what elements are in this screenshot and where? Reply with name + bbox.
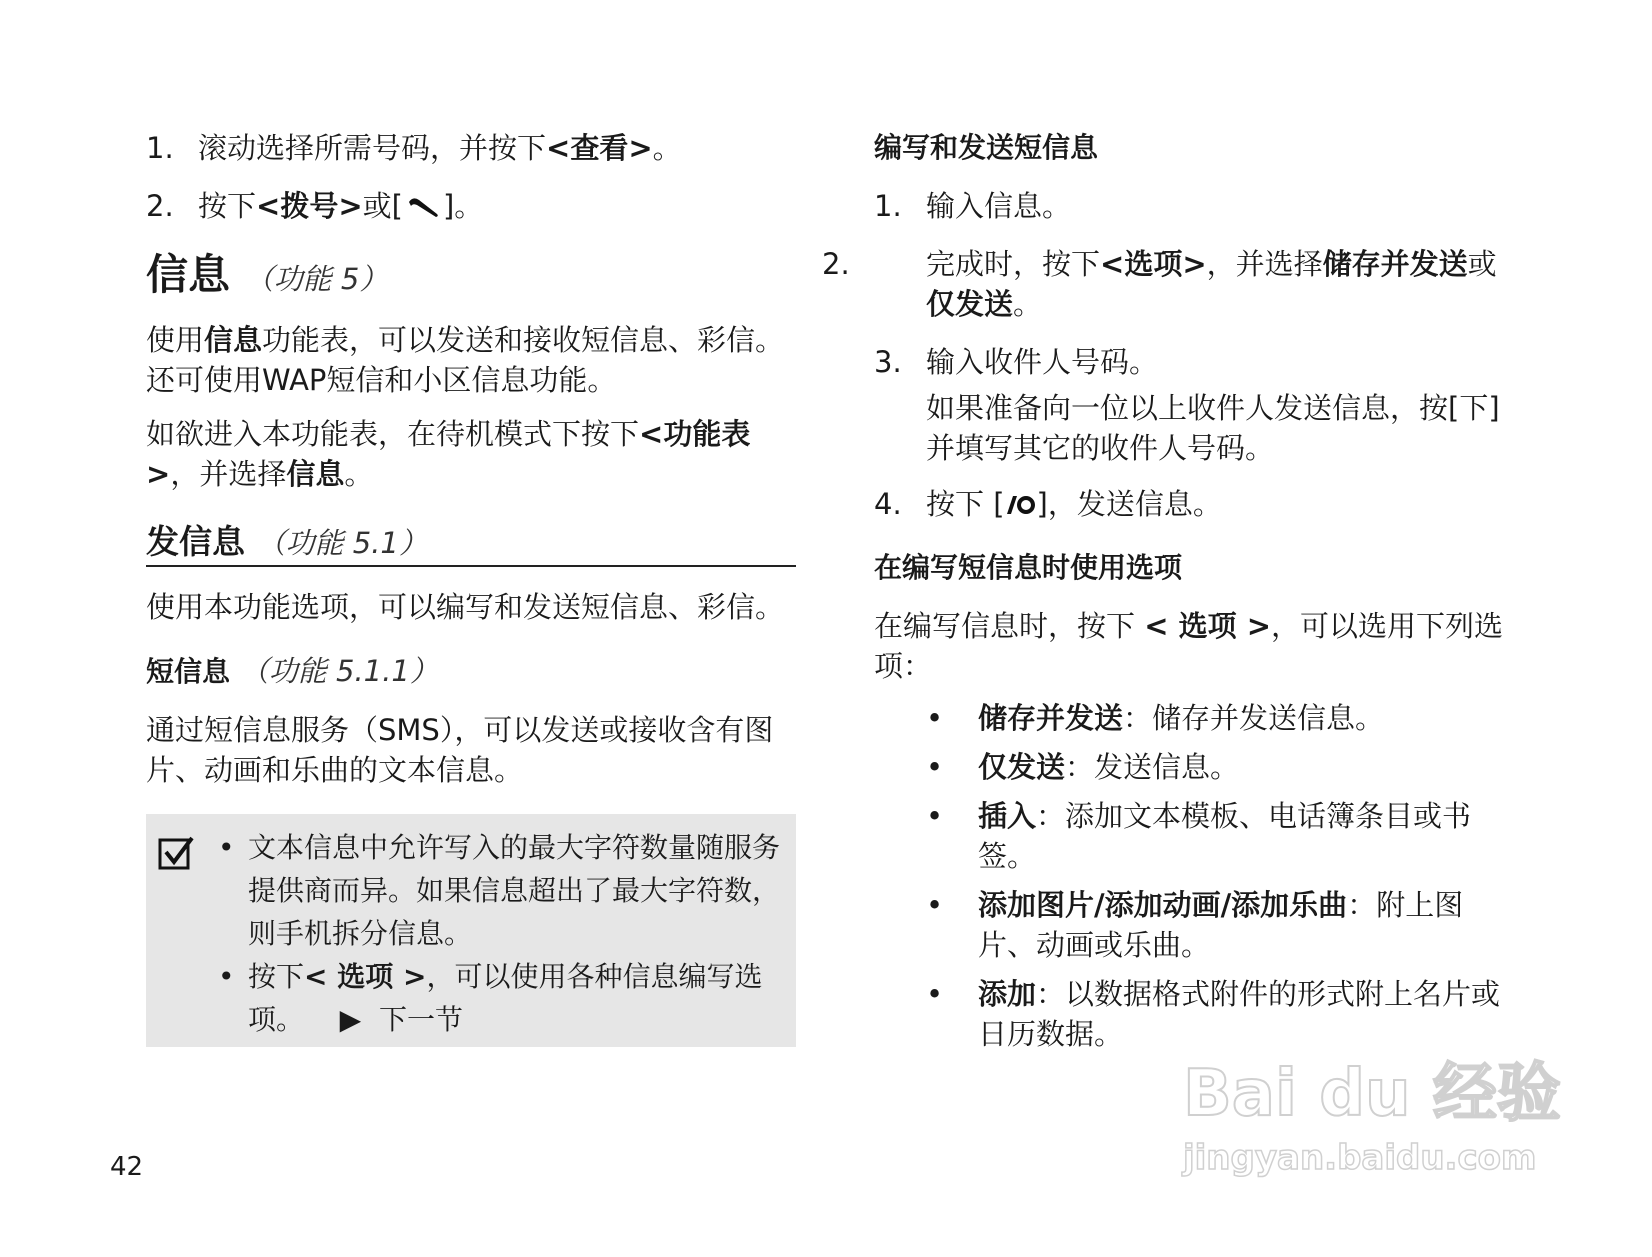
paragraph-sms: 通过短信息服务（SMS），可以发送或接收含有图片、动画和乐曲的文本信息。 bbox=[146, 713, 774, 787]
step-text: 按下 bbox=[198, 189, 257, 223]
bold-term: 信息 bbox=[286, 457, 345, 491]
text: 在编写信息时，按下 bbox=[874, 609, 1145, 643]
next-section-label: 下一节 bbox=[378, 1003, 463, 1036]
step-2 bbox=[146, 186, 796, 228]
note-text: 文本信息中允许写入的最大字符数量随服务提供商而异。如果信息超出了最大字符数，则手机拆分信息。 bbox=[248, 831, 781, 950]
step-text: 输入信息。 bbox=[926, 189, 1072, 223]
note-item bbox=[146, 955, 796, 1041]
option-desc: ：以数据格式附件的形式附上名片或日历数据。 bbox=[978, 977, 1501, 1051]
note-text: 按下 bbox=[248, 960, 305, 993]
key-label: < 选项 > bbox=[1144, 609, 1272, 643]
phone-handset-icon bbox=[403, 188, 443, 228]
compose-step-4 bbox=[874, 484, 1514, 526]
step-1 bbox=[146, 128, 796, 168]
watermark-logo: Bai du 经验 bbox=[1183, 1057, 1561, 1131]
paragraph-send: 使用本功能选项，可以编写和发送短信息、彩信。 bbox=[146, 590, 785, 624]
heading-text: 信息 bbox=[146, 250, 231, 299]
option-name: 储存并发送 bbox=[978, 701, 1124, 735]
paragraph-intro bbox=[146, 320, 796, 400]
option-desc: ：储存并发送信息。 bbox=[1123, 701, 1385, 735]
section-title-compose: 编写和发送短信息 bbox=[874, 131, 1099, 164]
compose-step-3-detail: 如果准备向一位以上收件人发送信息，按[下]并填写其它的收件人号码。 bbox=[926, 391, 1500, 465]
watermark bbox=[1183, 1055, 1573, 1195]
step-number: 4. bbox=[874, 487, 902, 521]
text: 。 bbox=[344, 457, 374, 491]
step-number: 1. bbox=[146, 131, 174, 165]
step-text: 输入收件人号码。 bbox=[926, 345, 1159, 379]
bullet-dot: • bbox=[926, 977, 944, 1011]
step-number: 3. bbox=[874, 345, 902, 379]
paragraph-options bbox=[874, 606, 1514, 686]
left-column bbox=[146, 128, 796, 1047]
step-number: 2. bbox=[822, 247, 850, 281]
option-item bbox=[874, 885, 1514, 965]
option-desc: ：发送信息。 bbox=[1065, 750, 1240, 784]
section-title-send bbox=[146, 520, 796, 565]
step-text: 完成时，按下 bbox=[926, 247, 1101, 281]
function-number: （功能 5.1.1） bbox=[239, 654, 439, 688]
compose-step-3 bbox=[874, 342, 1514, 382]
bold-term: 储存并发送 bbox=[1322, 247, 1468, 281]
step-number: 1. bbox=[874, 189, 902, 223]
option-item bbox=[874, 698, 1514, 738]
step-text: ，并选择 bbox=[1206, 247, 1323, 281]
function-number: （功能 5） bbox=[244, 262, 389, 296]
key-label: < 选项 > bbox=[304, 960, 427, 993]
compose-step-2 bbox=[822, 244, 1514, 324]
next-arrow-icon: ▶ bbox=[339, 1003, 362, 1036]
section-title-options: 在编写短信息时使用选项 bbox=[874, 551, 1183, 584]
watermark-url: jingyan.baidu.com bbox=[1183, 1138, 1537, 1178]
option-desc: ：添加文本模板、电话簿条目或书签。 bbox=[978, 799, 1472, 873]
heading-text: 发信息 bbox=[146, 522, 245, 561]
bold-term: 信息 bbox=[204, 323, 263, 357]
section-title-info bbox=[146, 250, 796, 304]
section-title-sms bbox=[146, 651, 796, 692]
compose-step-1 bbox=[874, 186, 1514, 226]
bullet-dot: • bbox=[218, 831, 235, 864]
step-text: 或[ bbox=[362, 189, 403, 223]
text: 使用 bbox=[146, 323, 205, 357]
key-label: <拨号> bbox=[256, 189, 363, 223]
text: 如欲进入本功能表，在待机模式下按下 bbox=[146, 417, 640, 451]
text: ，并选择 bbox=[170, 457, 287, 491]
section-header-send bbox=[146, 520, 796, 567]
option-name: 仅发送 bbox=[978, 750, 1066, 784]
bullet-dot: • bbox=[926, 799, 944, 833]
text: 功能表，可以发送和接收短信息、彩信。还可使用WAP短信和小区信息功能。 bbox=[146, 323, 785, 397]
option-name: 插入 bbox=[978, 799, 1037, 833]
step-text: 。 bbox=[652, 131, 682, 165]
bullet-dot: • bbox=[926, 701, 944, 735]
note-item bbox=[146, 826, 796, 955]
option-item bbox=[874, 974, 1514, 1054]
bold-term: 仅发送 bbox=[926, 287, 1014, 321]
note-text: ，可以使用各种信息编写选项。 bbox=[248, 960, 763, 1036]
page-number: 42 bbox=[110, 1152, 144, 1182]
step-text: ]。 bbox=[442, 189, 484, 223]
paragraph-access bbox=[146, 414, 796, 494]
option-name: 添加图片/添加动画/添加乐曲 bbox=[978, 888, 1348, 922]
function-number: （功能 5.1） bbox=[256, 526, 428, 560]
step-text: 按下 [ bbox=[926, 487, 1005, 521]
options-list bbox=[874, 698, 1514, 1054]
key-label: <功能表> bbox=[146, 417, 751, 491]
step-text: 。 bbox=[1013, 287, 1043, 321]
note-box bbox=[146, 814, 796, 1047]
ok-key-icon bbox=[1005, 486, 1037, 526]
right-column bbox=[822, 128, 1514, 1054]
key-label: <选项> bbox=[1100, 247, 1207, 281]
option-item bbox=[874, 747, 1514, 787]
note-list bbox=[146, 826, 796, 1041]
bullet-dot: • bbox=[926, 750, 944, 784]
step-number: 2. bbox=[146, 189, 174, 223]
heading-text: 短信息 bbox=[146, 655, 231, 688]
bullet-dot: • bbox=[926, 888, 944, 922]
key-label: <查看> bbox=[546, 131, 653, 165]
step-text: 滚动选择所需号码，并按下 bbox=[198, 131, 547, 165]
option-item bbox=[874, 796, 1514, 876]
option-name: 添加 bbox=[978, 977, 1037, 1011]
text: ，可以选用下列选项： bbox=[874, 609, 1504, 683]
bullet-dot: • bbox=[218, 960, 235, 993]
step-text: ]，发送信息。 bbox=[1036, 487, 1222, 521]
step-text: 或 bbox=[1467, 247, 1497, 281]
option-desc: ：附上图片、动画或乐曲。 bbox=[978, 888, 1464, 962]
